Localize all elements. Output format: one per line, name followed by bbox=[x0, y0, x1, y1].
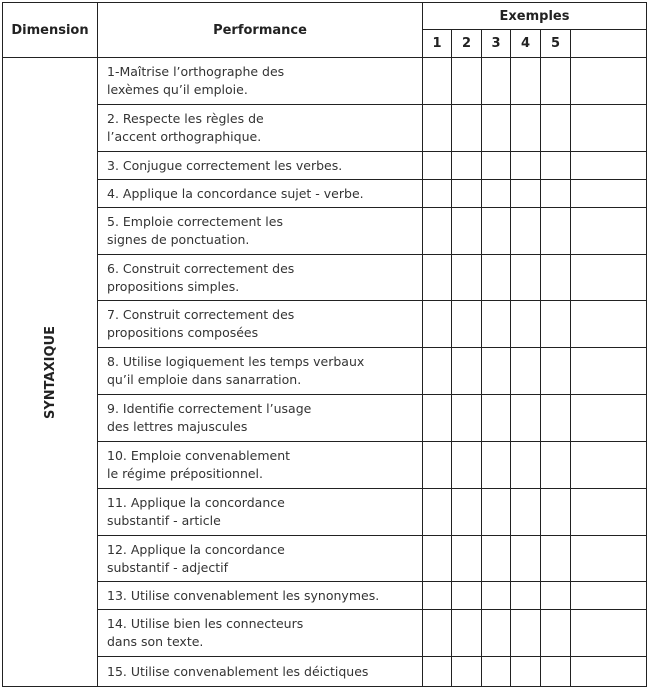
table-row bbox=[3, 657, 647, 687]
performance-cell bbox=[98, 395, 423, 442]
example-cell[interactable] bbox=[452, 395, 482, 442]
performance-cell bbox=[98, 105, 423, 152]
example-cell[interactable] bbox=[482, 180, 511, 208]
performance-text-line2: qu’il emploie dans sanarration. bbox=[107, 372, 302, 387]
example-cell[interactable] bbox=[423, 610, 452, 657]
performance-text-line1: 6. Construit correctement des bbox=[107, 260, 295, 276]
example-cell[interactable] bbox=[541, 657, 571, 687]
example-cell[interactable] bbox=[423, 105, 452, 152]
example-cell[interactable] bbox=[482, 395, 511, 442]
example-cell[interactable] bbox=[423, 301, 452, 348]
table-row bbox=[3, 489, 647, 536]
example-cell[interactable] bbox=[511, 348, 541, 395]
example-cell[interactable] bbox=[511, 152, 541, 180]
example-cell[interactable] bbox=[452, 536, 482, 582]
example-cell[interactable] bbox=[482, 348, 511, 395]
example-cell[interactable] bbox=[511, 395, 541, 442]
performance-cell bbox=[98, 348, 423, 395]
example-cell[interactable] bbox=[423, 536, 452, 582]
table-row bbox=[3, 395, 647, 442]
example-cell[interactable] bbox=[482, 489, 511, 536]
performance-text-line1: 14. Utilise bien les connecteurs bbox=[107, 616, 304, 631]
performance-text-line1: 5. Emploie correctement les bbox=[107, 214, 283, 229]
performance-cell bbox=[98, 152, 423, 180]
performance-cell bbox=[98, 657, 423, 687]
table-row bbox=[3, 582, 647, 610]
example-cell[interactable] bbox=[452, 442, 482, 489]
example-cell[interactable] bbox=[541, 301, 571, 348]
example-cell[interactable] bbox=[541, 582, 571, 610]
example-cell[interactable] bbox=[482, 301, 511, 348]
performance-text-line2: dans son texte. bbox=[107, 634, 204, 649]
performance-text-line1: 2. Respecte les règles de bbox=[107, 111, 264, 126]
extra-header bbox=[571, 30, 647, 58]
example-cell[interactable] bbox=[511, 582, 541, 610]
performance-text-line2: propositions simples. bbox=[107, 278, 240, 294]
example-cell[interactable] bbox=[452, 58, 482, 105]
example-cell[interactable] bbox=[452, 208, 482, 255]
example-cell[interactable] bbox=[541, 536, 571, 582]
example-cell[interactable] bbox=[571, 610, 647, 657]
example-cell[interactable] bbox=[452, 301, 482, 348]
table-row bbox=[3, 301, 647, 348]
performance-text-line1: 8. Utilise logiquement les temps verbaux bbox=[107, 354, 365, 369]
example-cell[interactable] bbox=[511, 536, 541, 582]
performance-text-line2: le régime prépositionnel. bbox=[107, 466, 263, 481]
example-cell[interactable] bbox=[482, 208, 511, 255]
performance-text-line2: l’accent orthographique. bbox=[107, 129, 262, 144]
example-4-header: 4 bbox=[511, 30, 541, 58]
example-cell[interactable] bbox=[541, 152, 571, 180]
example-2-header: 2 bbox=[452, 30, 482, 58]
example-1-header: 1 bbox=[423, 30, 452, 58]
table-row bbox=[3, 180, 647, 208]
example-cell[interactable] bbox=[541, 610, 571, 657]
example-cell[interactable] bbox=[482, 657, 511, 687]
dimension-header: Dimension bbox=[3, 3, 98, 58]
table-row bbox=[3, 442, 647, 489]
example-cell[interactable] bbox=[452, 348, 482, 395]
example-cell[interactable] bbox=[541, 208, 571, 255]
example-cell[interactable] bbox=[452, 152, 482, 180]
performance-text-line2: lexèmes qu’il emploie. bbox=[107, 82, 248, 97]
example-cell[interactable] bbox=[452, 657, 482, 687]
example-cell[interactable] bbox=[482, 152, 511, 180]
performance-text-line2: signes de ponctuation. bbox=[107, 232, 250, 247]
exemples-header: Exemples bbox=[423, 3, 647, 30]
example-cell[interactable] bbox=[482, 582, 511, 610]
dimension-label: SYNTAXIQUE bbox=[42, 326, 58, 419]
example-cell[interactable] bbox=[482, 610, 511, 657]
performance-cell bbox=[98, 582, 423, 610]
example-cell[interactable] bbox=[482, 442, 511, 489]
table-row bbox=[3, 348, 647, 395]
performance-header: Performance bbox=[98, 3, 423, 58]
example-cell[interactable] bbox=[571, 582, 647, 610]
example-cell[interactable] bbox=[482, 536, 511, 582]
example-cell[interactable] bbox=[541, 348, 571, 395]
performance-text-line1: 7. Construit correctement des bbox=[107, 307, 295, 322]
example-cell[interactable] bbox=[541, 255, 571, 301]
performance-text-line1: 4. Applique la concordance sujet - verbe. bbox=[107, 185, 364, 201]
example-cell[interactable] bbox=[452, 105, 482, 152]
example-cell[interactable] bbox=[511, 58, 541, 105]
example-cell[interactable] bbox=[511, 301, 541, 348]
example-cell[interactable] bbox=[482, 255, 511, 301]
example-cell[interactable] bbox=[423, 582, 452, 610]
example-cell[interactable] bbox=[511, 610, 541, 657]
example-cell[interactable] bbox=[511, 105, 541, 152]
example-cell[interactable] bbox=[423, 489, 452, 536]
example-cell[interactable] bbox=[511, 255, 541, 301]
example-cell[interactable] bbox=[511, 489, 541, 536]
example-cell[interactable] bbox=[511, 657, 541, 687]
performance-text-line2: des lettres majuscules bbox=[107, 419, 248, 434]
performance-cell bbox=[98, 255, 423, 301]
example-5-header: 5 bbox=[541, 30, 571, 58]
performance-text-line1: 1-Maîtrise l’orthographe des bbox=[107, 64, 285, 79]
performance-cell bbox=[98, 442, 423, 489]
example-3-header: 3 bbox=[482, 30, 511, 58]
example-cell[interactable] bbox=[511, 442, 541, 489]
performance-text-line1: 11. Applique la concordance bbox=[107, 495, 285, 510]
performance-text-line1: 12. Applique la concordance bbox=[107, 541, 285, 557]
example-cell[interactable] bbox=[482, 58, 511, 105]
example-cell[interactable] bbox=[571, 489, 647, 536]
table-row bbox=[3, 152, 647, 180]
table-row bbox=[3, 58, 647, 105]
performance-text-line1: 3. Conjugue correctement les verbes. bbox=[107, 157, 343, 173]
performance-text-line1: 13. Utilise convenablement les synonymes. bbox=[107, 587, 380, 603]
example-cell[interactable] bbox=[571, 348, 647, 395]
example-cell[interactable] bbox=[423, 442, 452, 489]
example-cell[interactable] bbox=[452, 180, 482, 208]
table-row bbox=[3, 208, 647, 255]
performance-text-line2: propositions composées bbox=[107, 325, 259, 340]
example-cell[interactable] bbox=[452, 255, 482, 301]
performance-cell bbox=[98, 489, 423, 536]
example-cell[interactable] bbox=[423, 255, 452, 301]
dimension-cell bbox=[3, 58, 98, 687]
performance-cell bbox=[98, 208, 423, 255]
performance-cell bbox=[98, 58, 423, 105]
example-cell[interactable] bbox=[511, 208, 541, 255]
example-cell[interactable] bbox=[571, 301, 647, 348]
example-cell[interactable] bbox=[541, 489, 571, 536]
example-cell[interactable] bbox=[482, 105, 511, 152]
example-cell[interactable] bbox=[452, 489, 482, 536]
example-cell[interactable] bbox=[423, 152, 452, 180]
example-cell[interactable] bbox=[423, 395, 452, 442]
example-cell[interactable] bbox=[571, 395, 647, 442]
performance-cell bbox=[98, 536, 423, 582]
example-cell[interactable] bbox=[452, 610, 482, 657]
example-cell[interactable] bbox=[511, 180, 541, 208]
table-row bbox=[3, 536, 647, 582]
example-cell[interactable] bbox=[571, 105, 647, 152]
table-row bbox=[3, 610, 647, 657]
performance-cell bbox=[98, 301, 423, 348]
example-cell[interactable] bbox=[541, 442, 571, 489]
example-cell[interactable] bbox=[541, 180, 571, 208]
example-cell[interactable] bbox=[423, 208, 452, 255]
example-cell[interactable] bbox=[571, 58, 647, 105]
example-cell[interactable] bbox=[423, 58, 452, 105]
example-cell[interactable] bbox=[571, 255, 647, 301]
example-cell[interactable] bbox=[541, 105, 571, 152]
example-cell[interactable] bbox=[571, 536, 647, 582]
example-cell[interactable] bbox=[571, 657, 647, 687]
performance-cell bbox=[98, 180, 423, 208]
example-cell[interactable] bbox=[571, 152, 647, 180]
evaluation-table bbox=[2, 2, 647, 687]
example-cell[interactable] bbox=[571, 180, 647, 208]
example-cell[interactable] bbox=[571, 208, 647, 255]
table-row bbox=[3, 105, 647, 152]
example-cell[interactable] bbox=[452, 582, 482, 610]
performance-cell bbox=[98, 610, 423, 657]
performance-text-line2: substantif - article bbox=[107, 513, 221, 528]
performance-text-line1: 9. Identifie correctement l’usage bbox=[107, 401, 312, 416]
example-cell[interactable] bbox=[541, 395, 571, 442]
example-cell[interactable] bbox=[423, 348, 452, 395]
performance-text-line2: substantif - adjectif bbox=[107, 559, 229, 575]
performance-text-line1: 15. Utilise convenablement les déictiques bbox=[107, 663, 369, 679]
performance-text-line1: 10. Emploie convenablement bbox=[107, 448, 291, 463]
table-row bbox=[3, 255, 647, 301]
example-cell[interactable] bbox=[571, 442, 647, 489]
example-cell[interactable] bbox=[423, 657, 452, 687]
example-cell[interactable] bbox=[423, 180, 452, 208]
example-cell[interactable] bbox=[541, 58, 571, 105]
